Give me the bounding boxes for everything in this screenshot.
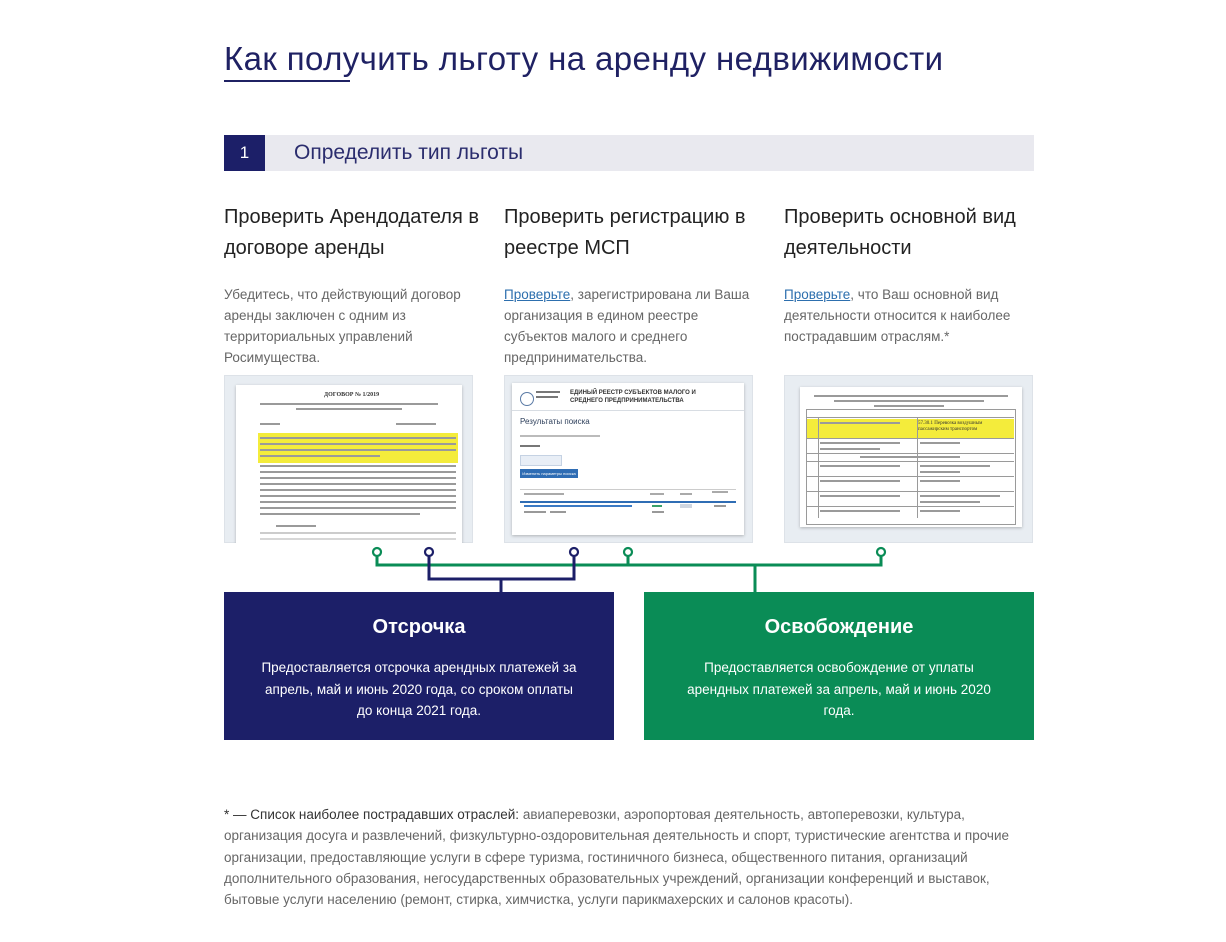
deferral-text: Предоставляется отсрочка арендных платежей за апрель, май и июнь 2020 года, со сроком оплаты до конца 2021 года.	[261, 660, 577, 718]
check-activity-heading: Проверить основной вид деятельности	[784, 206, 1016, 259]
check-activity-link[interactable]: Проверьте	[784, 287, 851, 302]
check-landlord-heading: Проверить Арендодателя в договоре аренды	[224, 206, 479, 259]
green-node-2	[624, 548, 632, 556]
check-landlord-text: Убедитесь, что действующий договор аренды заключен с одним из территориальных управлений Росимущества.	[224, 287, 461, 365]
green-connector-left	[377, 552, 628, 565]
check-registry-link[interactable]: Проверьте	[504, 287, 571, 302]
footnote-lead: * — Список наиболее пострадавших отраслей:	[224, 807, 520, 822]
registry-title: ЕДИНЫЙ РЕЕСТР СУБЪЕКТОВ МАЛОГО И СРЕДНЕГО ПРЕДПРИНИМАТЕЛЬСТВА	[570, 390, 696, 404]
navy-node-2	[570, 548, 578, 556]
exemption-card	[644, 592, 1034, 740]
page-title: Как получить льготу на аренду недвижимости	[224, 40, 944, 77]
navy-node-1	[425, 548, 433, 556]
step-label: Определить тип льготы	[294, 141, 524, 164]
registry-change-button: Изменить параметры поиска	[520, 469, 578, 478]
green-connector-right	[628, 552, 881, 565]
green-node-3	[877, 548, 885, 556]
deferral-card	[224, 592, 614, 740]
contract-title: ДОГОВОР № 1/2019	[324, 392, 380, 398]
check-activity-desc: , что Ваш основной вид деятельности относится к наиболее пострадавшим отраслям.*	[784, 287, 1011, 344]
footnote	[224, 804, 1034, 910]
okved-highlighted-code: 57.30.1 Перевозка воздушным пассажирским транспортом	[918, 421, 983, 432]
registry-results-title: Результаты поиска	[520, 417, 590, 426]
footnote-text: авиаперевозки, аэропортовая деятельность, автоперевозки, культура, организация досуга и развлечений, физкультурно-оздоровительная деятельность и спорт, туристические агентства и прочие организации, предоставляющие услуги в сфере туризма, гостиничного бизнеса, общественного питания, организаций дополнительного образования, негосударственных образовательных учреждений, организации конференций и выставок, бытовые услуги населению (ремонт, стирка, химчистка, услуги парикмахерских и салонов красоты).	[224, 807, 1010, 908]
deferral-title: Отсрочка	[372, 616, 466, 638]
check-registry-desc: , зарегистрирована ли Ваша организация в едином реестре субъектов малого и среднего предпринимательства.	[504, 287, 750, 365]
exemption-text: Предоставляется освобождение от уплаты арендных платежей за апрель, май и июнь 2020 года.	[687, 660, 991, 718]
green-node-1	[373, 548, 381, 556]
step-number: 1	[224, 135, 265, 171]
exemption-title: Освобождение	[764, 616, 914, 638]
check-registry-heading: Проверить регистрацию в реестре МСП	[504, 206, 746, 259]
